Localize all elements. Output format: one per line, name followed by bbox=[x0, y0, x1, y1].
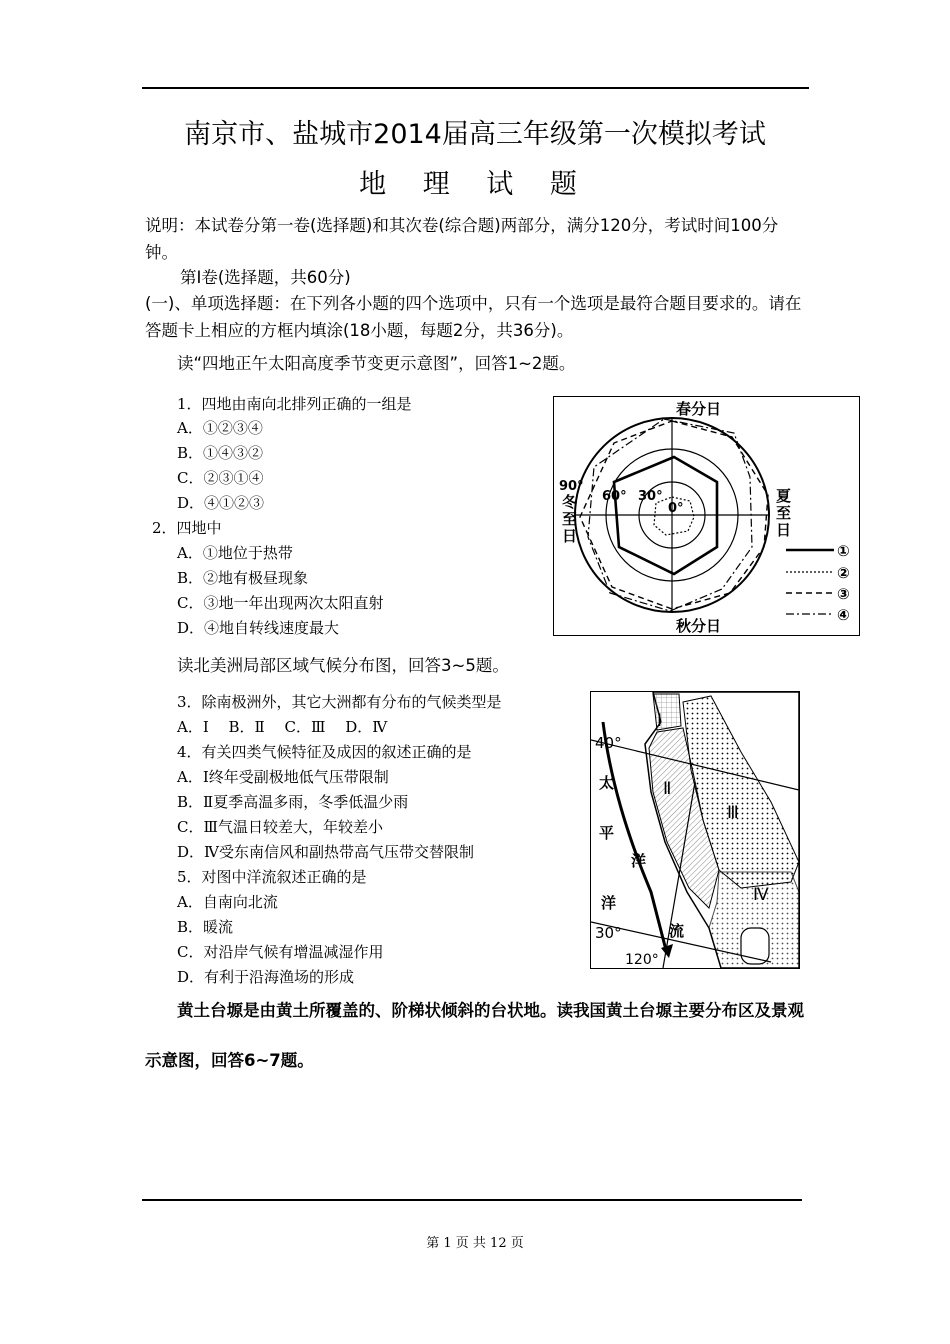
summer-solstice-char-1: 夏 bbox=[776, 487, 792, 505]
legend-label-4: ④ bbox=[837, 606, 850, 624]
q1-stem: 1．四地由南向北排列正确的一组是 bbox=[177, 395, 412, 413]
angle-90: 90° bbox=[559, 479, 584, 494]
summer-solstice-char-2: 至 bbox=[776, 504, 792, 522]
current-arrow-head bbox=[661, 944, 673, 958]
current-char-1: 洋 bbox=[631, 852, 647, 870]
q5-option-a: A．自南向北流 bbox=[177, 893, 278, 911]
lat-30-label: 30° bbox=[595, 924, 622, 942]
solar-altitude-svg bbox=[554, 397, 859, 635]
solar-altitude-figure bbox=[553, 396, 860, 636]
q2-option-c: C．③地一年出现两次太阳直射 bbox=[177, 594, 384, 612]
winter-solstice-char-3: 日 bbox=[562, 527, 578, 545]
q4-option-a: A．Ⅰ终年受副极地低气压带限制 bbox=[177, 768, 389, 786]
q4-option-d: D．Ⅳ受东南信风和副热带高气压带交替限制 bbox=[177, 843, 475, 861]
climate-map-figure bbox=[590, 691, 800, 969]
winter-solstice-char-2: 至 bbox=[562, 510, 578, 528]
q5-stem: 5．对图中洋流叙述正确的是 bbox=[177, 868, 367, 886]
legend-label-2: ② bbox=[837, 564, 850, 582]
lat-40-label: 40° bbox=[595, 734, 622, 752]
group1-prompt: 读“四地正午太阳高度季节变更示意图”，回答1~2题。 bbox=[177, 354, 576, 373]
q2-option-b: B．②地有极昼现象 bbox=[177, 569, 309, 587]
q2-stem: 2．四地中 bbox=[152, 519, 222, 537]
q3-stem: 3．除南极洲外，其它大洲都有分布的气候类型是 bbox=[177, 693, 502, 711]
q5-option-d: D．有利于沿海渔场的形成 bbox=[177, 968, 355, 986]
ocean-char-2: 平 bbox=[599, 824, 615, 842]
group2-prompt: 读北美洲局部区域气候分布图，回答3~5题。 bbox=[177, 656, 509, 675]
q5-option-c: C．对沿岸气候有增温减湿作用 bbox=[177, 943, 384, 961]
legend-label-3: ③ bbox=[837, 585, 850, 603]
top-label: 春分日 bbox=[676, 400, 722, 418]
legend-label-1: ① bbox=[837, 542, 850, 560]
page-title: 南京市、盐城市2014届高三年级第一次模拟考试 bbox=[184, 119, 766, 150]
q1-option-c: C．②③①④ bbox=[177, 469, 264, 487]
instructions: (一)、单项选择题：在下列各小题的四个选项中，只有一个选项是最符合题目要求的。请在答题卡上相应的方框内填涂(18小题，每题2分，共36分)。 bbox=[145, 294, 802, 340]
region-label-1: Ⅰ bbox=[657, 711, 663, 731]
q1-option-a: A．①②③④ bbox=[177, 419, 263, 437]
page-subtitle: 地 理 试 题 bbox=[359, 169, 591, 200]
ocean-char-3: 洋 bbox=[601, 894, 617, 912]
group3-prompt-line2: 示意图，回答6~7题。 bbox=[145, 1051, 314, 1070]
angle-60: 60° bbox=[602, 489, 627, 504]
region-label-4: Ⅳ bbox=[753, 885, 769, 905]
section-title: 第Ⅰ卷(选择题，共60分) bbox=[180, 268, 351, 287]
q5-option-b: B．暖流 bbox=[177, 918, 234, 936]
region-label-2: Ⅱ bbox=[663, 779, 672, 799]
q2-option-d: D．④地自转线速度最大 bbox=[177, 619, 340, 637]
q4-stem: 4．有关四类气候特征及成因的叙述正确的是 bbox=[177, 743, 472, 761]
q1-option-b: B．①④③② bbox=[177, 444, 264, 462]
q2-option-a: A．①地位于热带 bbox=[177, 544, 293, 562]
angle-0: 0° bbox=[668, 501, 684, 516]
page-footer: 第 1 页 共 12 页 bbox=[426, 1236, 524, 1251]
angle-30: 30° bbox=[638, 489, 663, 504]
q3-options: A．Ⅰ B．Ⅱ C．Ⅲ D．Ⅳ bbox=[177, 718, 388, 736]
bottom-label: 秋分日 bbox=[676, 617, 722, 635]
lon-120-label: 120° bbox=[625, 952, 659, 968]
top-rule bbox=[142, 87, 809, 89]
winter-solstice-char-1: 冬 bbox=[562, 493, 578, 511]
summer-solstice-char-3: 日 bbox=[776, 521, 792, 539]
ocean-char-1: 太 bbox=[599, 774, 615, 792]
bottom-rule bbox=[142, 1199, 802, 1201]
climate-map-svg bbox=[591, 692, 799, 968]
exam-note: 说明：本试卷分第一卷(选择题)和其次卷(综合题)两部分，满分120分，考试时间100分钟。 bbox=[145, 216, 779, 262]
q4-option-c: C．Ⅲ气温日较差大，年较差小 bbox=[177, 818, 383, 836]
group3-prompt-line1: 黄土台塬是由黄土所覆盖的、阶梯状倾斜的台状地。读我国黄土台塬主要分布区及景观 bbox=[177, 1001, 804, 1020]
region-label-3: Ⅲ bbox=[727, 803, 739, 823]
q4-option-b: B．Ⅱ夏季高温多雨，冬季低温少雨 bbox=[177, 793, 409, 811]
current-char-2: 流 bbox=[669, 922, 685, 940]
q1-option-d: D．④①②③ bbox=[177, 494, 265, 512]
